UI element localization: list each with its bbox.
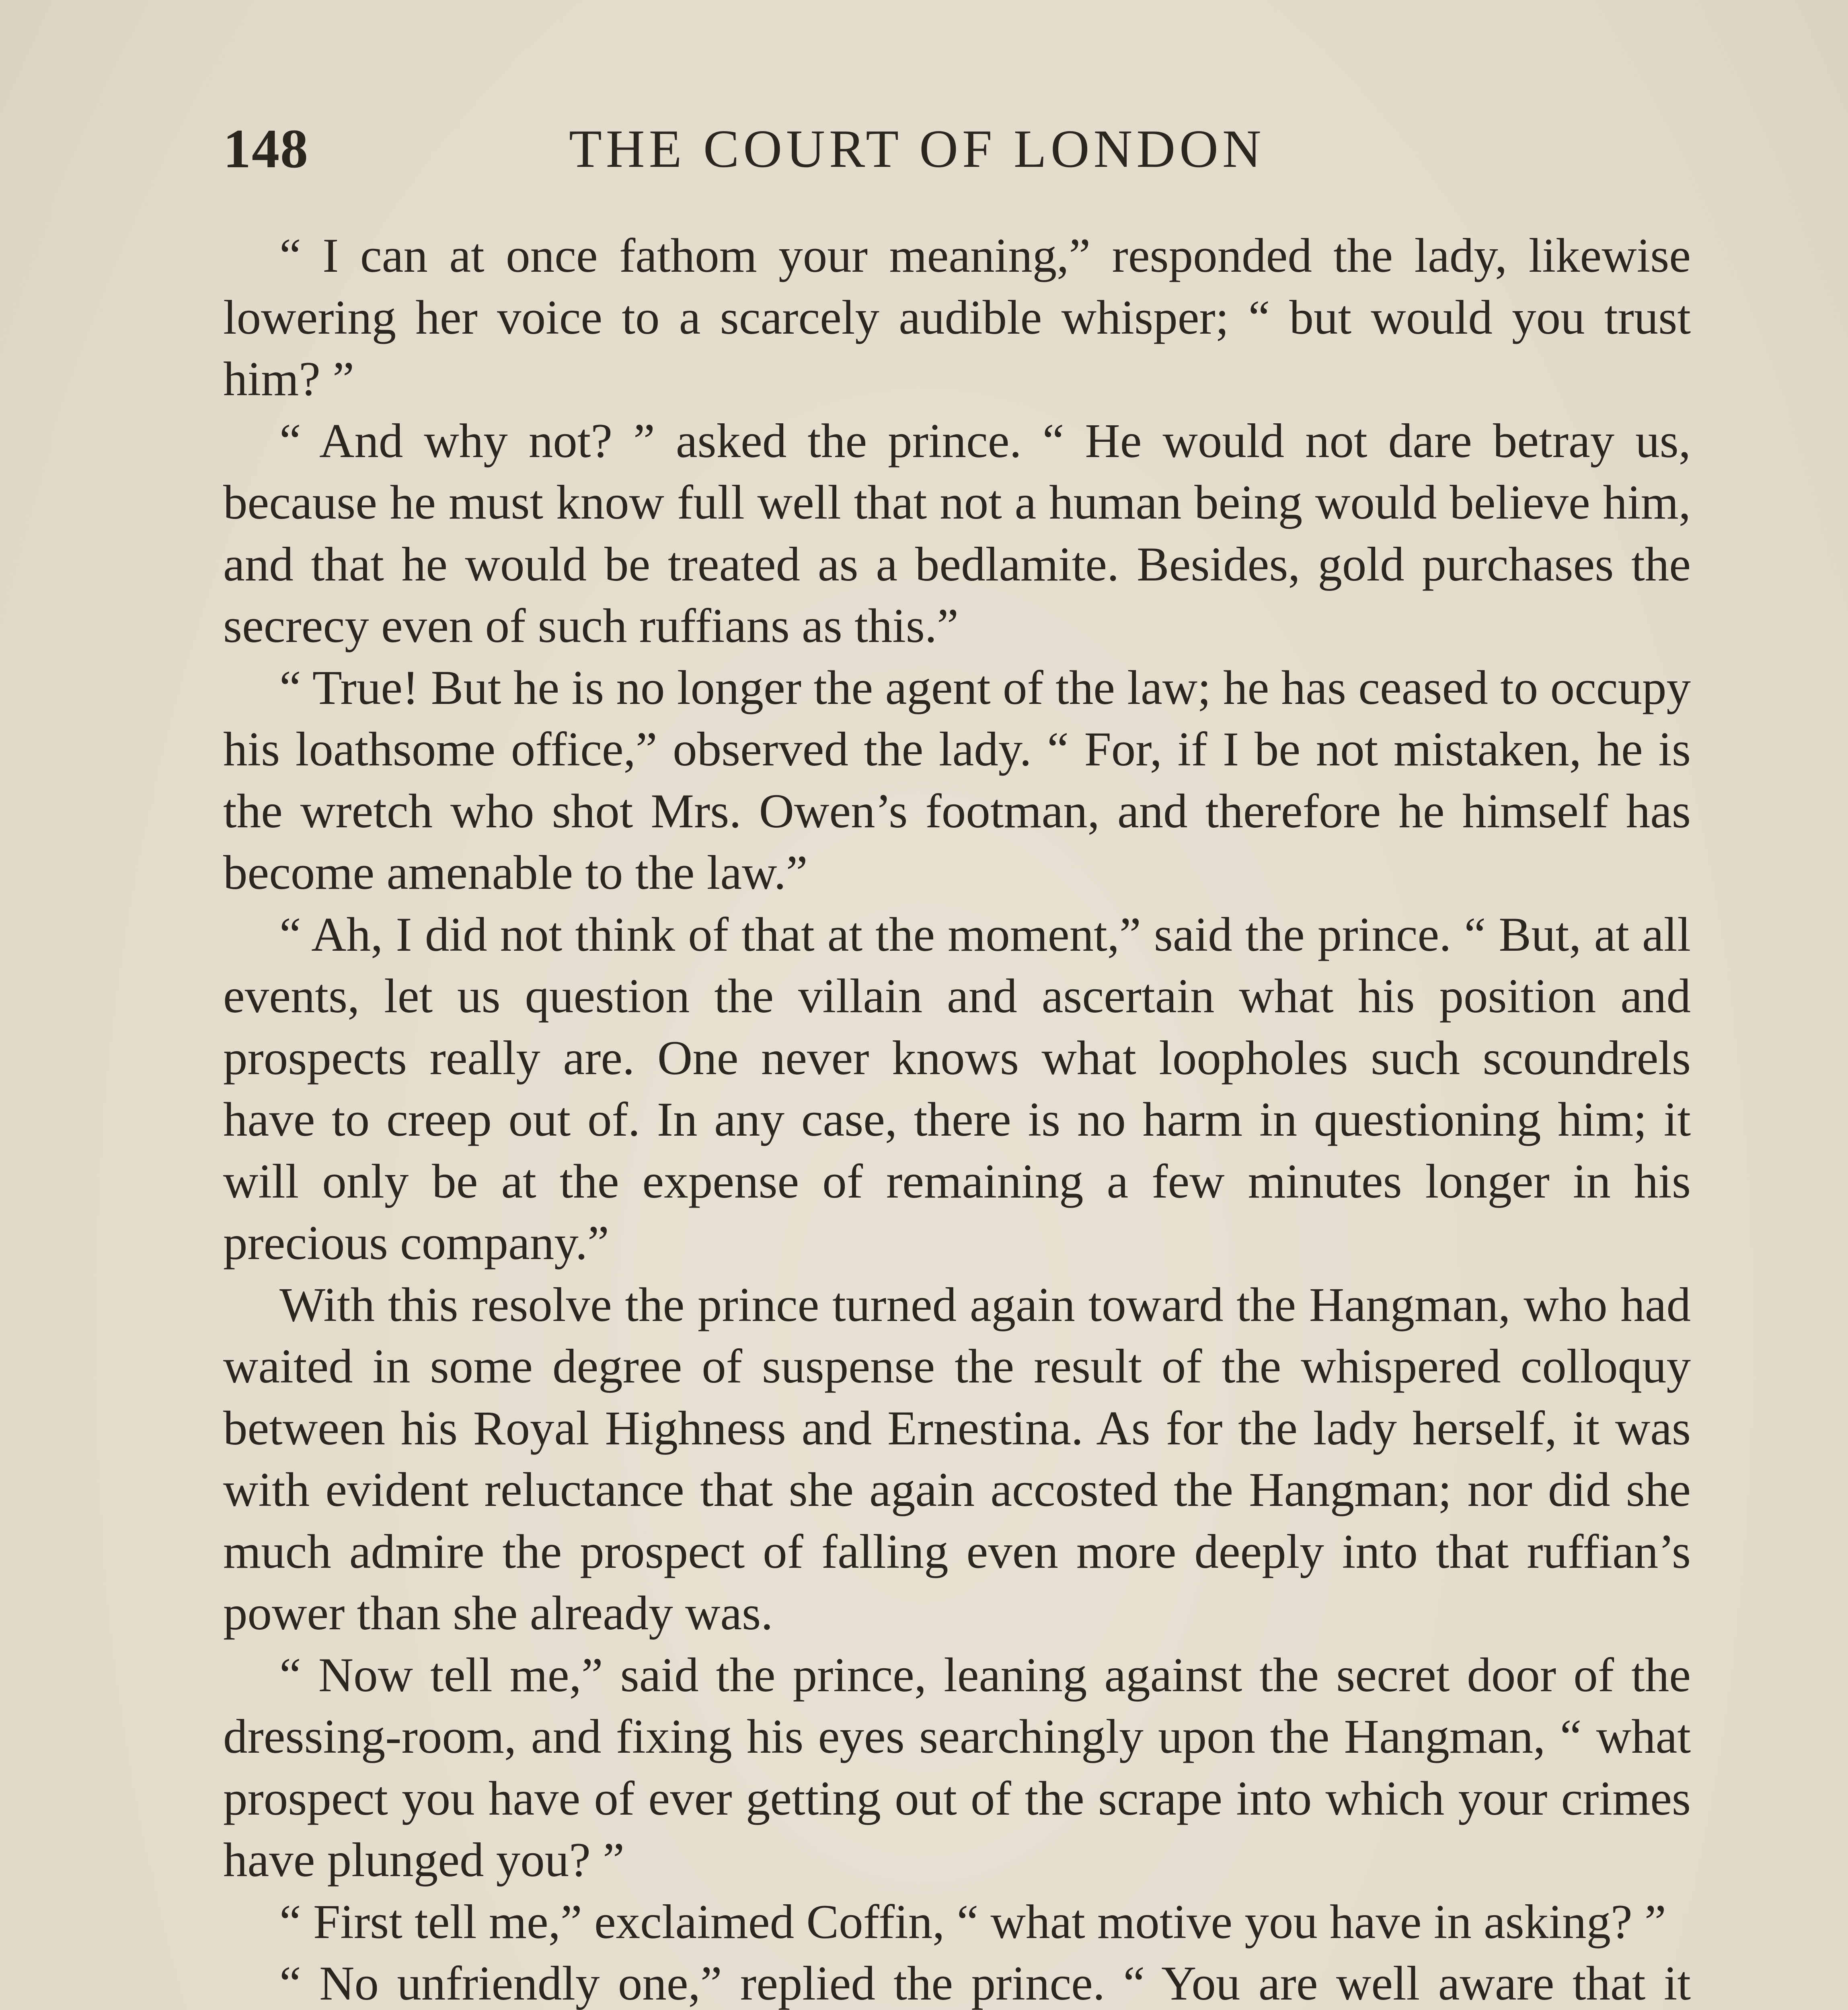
running-title: THE COURT OF LONDON xyxy=(569,119,1265,178)
page-header xyxy=(223,109,1755,189)
paragraph: “ Now tell me,” said the prince, leaning against the secret door of the dressing-room, and fixing his eyes searchingly upon the Hangman, “ what prospect you have of ever getting out of the scrape into which your crimes have plunged you? ” xyxy=(223,1648,1691,1887)
paragraph: “ Ah, I did not think of that at the moment,” said the prince. “ But, at all events, let us question the villain and ascertain what his position and prospects really are. One never knows what loopholes such scoundrels have to creep out of. In any case, there is no harm in questioning him; it will only be at the expense of remaining a few minutes longer in his precious company.” xyxy=(223,907,1691,1270)
paragraph: “ I can at once fathom your meaning,” responded the lady, likewise lowering her voice to a scarcely audible whisper; “ but would you trust him? ” xyxy=(223,229,1691,406)
paragraph: “ No unfriendly one,” replied the prince. “ You are well aware that it xyxy=(279,1957,1691,2010)
paragraph: With this resolve the prince turned again toward the Hangman, who had waited in some degree of suspense the result of the whispered colloquy between his Royal Highness and Ernestina. As for the lady herself, it was with evident reluctance that she again accosted the Hangman; nor did she much admire the prospect of falling even more deeply into that ruffian’s power than she already was. xyxy=(223,1278,1691,1640)
paragraph: “ True! But he is no longer the agent of the law; he has ceased to occupy his loathsome office,” observed the lady. “ For, if I be not mistaken, he is the wretch who shot Mrs. Owen’s footman, and therefore he himself has become amenable to the law.” xyxy=(223,660,1691,900)
paragraph: “ And why not? ” asked the prince. “ He would not dare betray us, because he must know full well that not a human being would believe him, and that he would be treated as a bedlamite. Besides, gold purchases the secrecy even of such ruffians as this.” xyxy=(223,414,1691,653)
body-text xyxy=(223,225,1691,2010)
paragraph: “ First tell me,” exclaimed Coffin, “ what motive you have in asking? ” xyxy=(279,1895,1666,1949)
page-number: 148 xyxy=(223,118,309,179)
